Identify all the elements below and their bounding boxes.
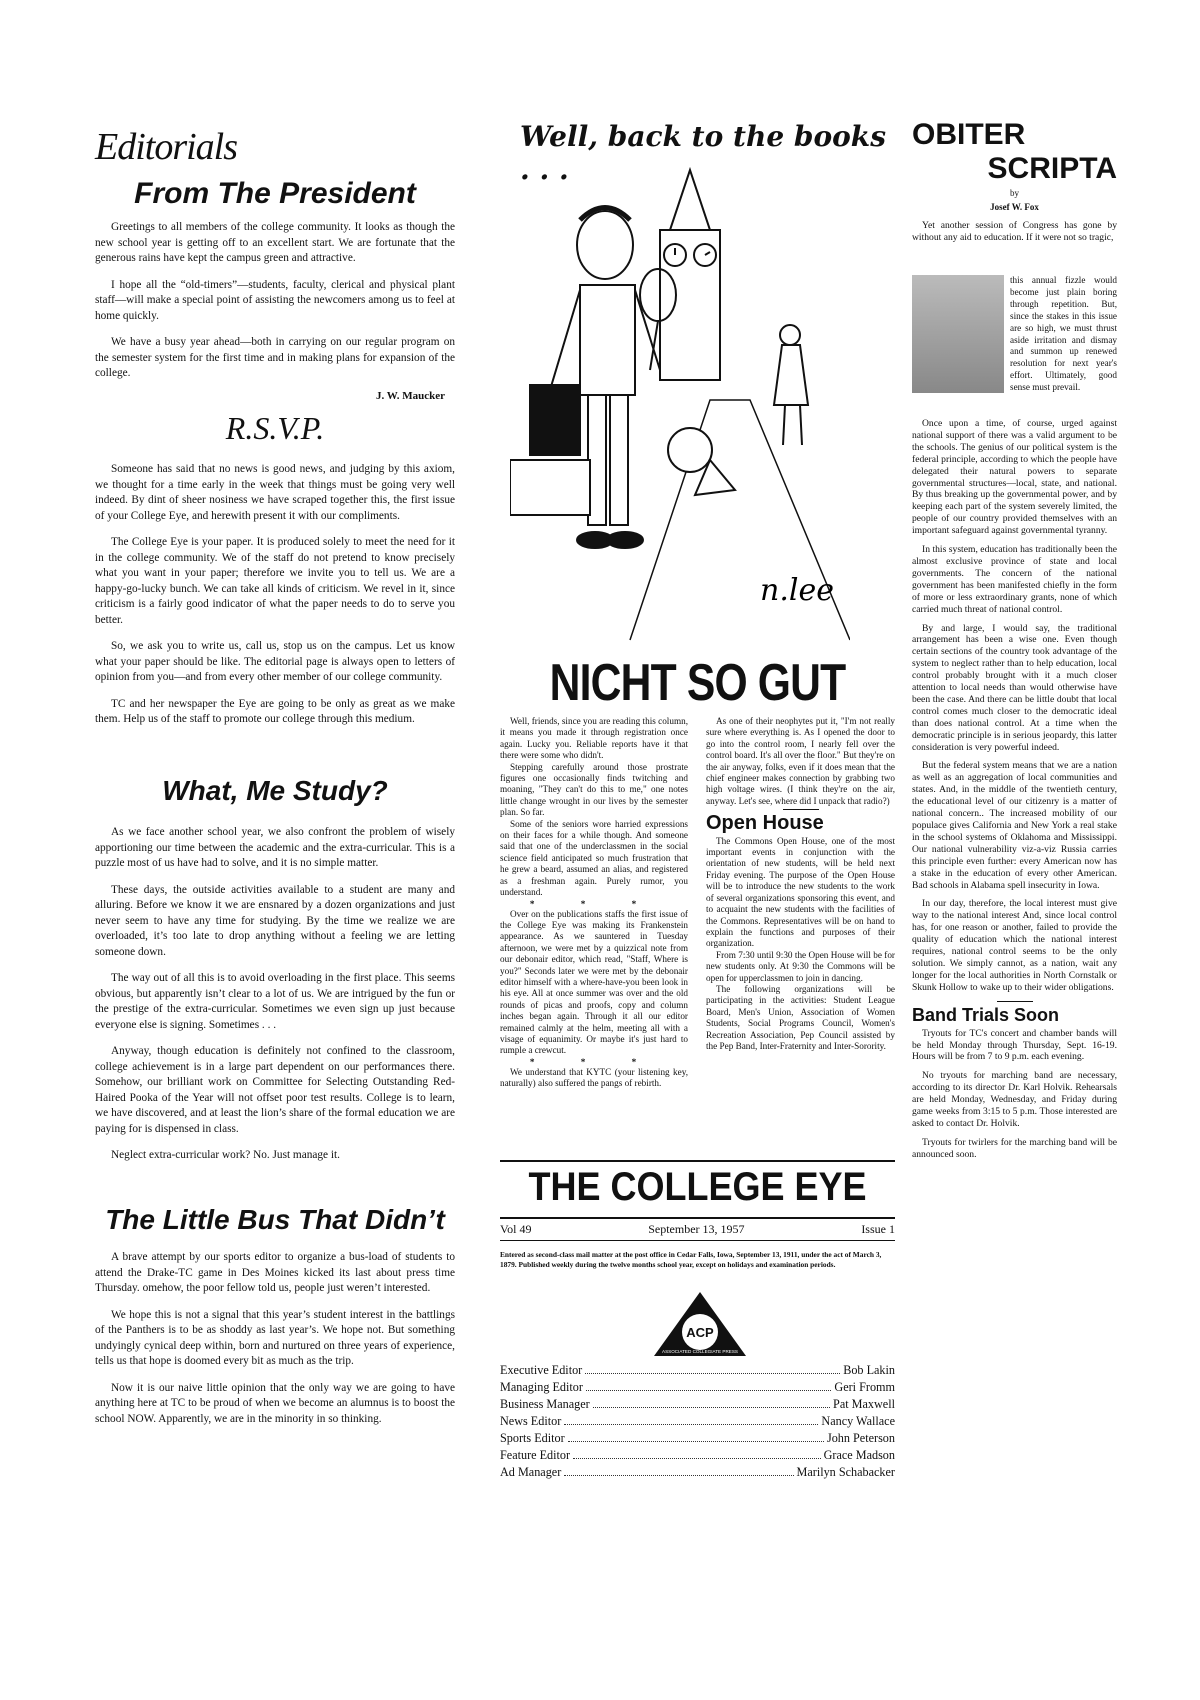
cartoon-caption: Well, back to the books . . . <box>520 120 886 186</box>
paragraph: A brave attempt by our sports editor to organize a bus-load of students to attend the Drake-TC game in Des Moines kicked its last about press time Thursday. omehow, the poor fellow told us, people just weren’t interested. <box>95 1251 455 1294</box>
paragraph: In our day, therefore, the local interest must give way to the national interest And, since local control has, for one reason or another, failed to provide the quality of education which the national interest requires, national control seems to be the only solution. We simply cannot, as a nation, wait any longer for the local authorities in North Cornstalk or Skunk Hollow to wake up to their wider obligations. <box>912 898 1117 993</box>
issue-number: Issue 1 <box>861 1222 895 1236</box>
section-label: Editorials <box>95 126 238 168</box>
president-body <box>95 220 455 404</box>
obiter-title: OBITER SCRIPTA <box>912 118 1117 185</box>
rsvp-body <box>95 462 455 739</box>
president-title: From The President <box>134 177 416 210</box>
staff-row: Sports Editor John Peterson <box>500 1431 895 1445</box>
paragraph: No tryouts for marching band are necessary, according to its director Dr. Karl Holvik. Rehearsals are held Monday, Wednesday, and Friday during game weeks from 3:15 to 5 p.m. Those interested are asked to contact Dr. Holvik. <box>912 1070 1117 1129</box>
paragraph: Someone has said that no news is good news, and judging by this axiom, we thought for a time early in the week that things must be going very well indeed. By dint of sheer nosiness we have scraped together this, the first issue of your College Eye, and herewith present it with our compliments. <box>95 463 455 522</box>
nicht-column-1 <box>500 716 688 1090</box>
paragraph: Now it is our naive little opinion that the only way we are going to have anything here at TC to be proud of when we become an alumnus is to boost the school NOW. Apparently, we are in the minority in so thinking. <box>95 1381 455 1425</box>
paragraph: Once upon a time, of course, urged against national support of there was a valid argument to be the schools. The genius of our political system is the federal principle, according to which the people have delegated their natural powers to separate governmental structures—local, state, and national. By thus breaking up the governmental power, and by keeping each part of the system severely limited, the people of our country provided themselves with an important safeguard against governmental tyranny. <box>912 418 1117 537</box>
president-signature: J. W. Maucker <box>375 389 445 402</box>
obiter-wrap-text <box>1010 275 1117 401</box>
paragraph: Well, friends, since you are reading this column, it means you made it through registration once again. Lucky you. Reliable reports have it that there were some who didn't. <box>500 716 688 761</box>
cartoon-signature: n.lee <box>760 573 834 608</box>
obiter-intro <box>912 220 1117 251</box>
staff-row: Business Manager Pat Maxwell <box>500 1397 895 1411</box>
acp-logo-ring: ASSOCIATED COLLEGIATE PRESS <box>662 1349 738 1354</box>
staff-row: News Editor Nancy Wallace <box>500 1414 895 1428</box>
paragraph: The following organizations will be participating in the activities: Student League Board, Men's Union, Association of Women Students, Social Programs Council, Women's Recreation Association, Pep Council assisted by the Pep Band, Inter-Fraternity and Inter-Sorority. <box>706 983 895 1051</box>
bus-title: The Little Bus That Didn’t <box>105 1204 445 1235</box>
paragraph: Over on the publications staffs the first issue of the College Eye was making its Frankenstein appearance. As we sauntered in Tuesday afternoon, we were met by a quizzical note from our debonair editor, which read, "Staff, Where is you?" Seconds later we were met by the debonair editor himself with a where-have-you been look in his eye. All at once summer was over and the old rounds of picas and proofs, copy and column inches began again. Through it all our editor remained calmly at the helm, meeting all with a visage of equanimity. Or maybe it's just hard to rumple a crewcut. <box>500 908 688 1056</box>
paragraph: As one of their neophytes put it, "I'm not really sure where everything is. As I opened the door to go into the control room, I nearly fell over the control board. It's all over the floor." But they're on the air anyway, folks, even if it does mean that the chief engineer makes connection by grabbing two high voltage wires. (I think they're on the air, anyway. Let's see, where did I unpack that radio?) <box>706 716 895 806</box>
study-title: What, Me Study? <box>162 775 388 806</box>
masthead-rule-bottom <box>500 1217 895 1219</box>
paragraph: The College Eye is your paper. It is produced solely to meet the need for it in the college community. We of the staff do not pretend to know precisely what you want in your paper; therefore we invite you to tell us. We are a happy-go-lucky bunch. We can take all kinds of criticism. We revel in it, since criticism is a fairly good indicator of what the paper needs to do to serve you better. <box>95 536 455 626</box>
paragraph: We understand that KYTC (your listening key, naturally) also suffered the pangs of rebirth. <box>500 1066 688 1089</box>
paragraph: Stepping carefully around those prostrate figures one occasionally finds twitching and moaning, "They can't do this to me," one notes little change wrought in our lives by the semester plan. So far. <box>500 761 688 818</box>
band-title: Band Trials Soon <box>912 1004 1060 1025</box>
separator-stars: * * * <box>529 898 659 909</box>
staff-row: Executive Editor Bob Lakin <box>500 1363 895 1377</box>
paragraph: From 7:30 until 9:30 the Open House will be for new students only. At 9:30 the Commons will be open for upperclassmen to join in dancing. <box>706 949 895 983</box>
divider <box>997 1001 1033 1002</box>
paragraph: The Commons Open House, one of the most important events in conjunction with the orientation of new students, will be held next Friday evening. The purpose of the Open House will be to introduce the new students to the work of several organizations sponsoring this event, and to acquaint the new students with the facilities of the Commons. Representatives will be on hand to explain the functions and purposes of their organization. <box>706 835 895 949</box>
acp-logo-label: ACP <box>686 1325 714 1340</box>
separator-stars: * * * <box>529 1056 659 1067</box>
mailing-notice: Entered as second-class mail matter at the post office in Cedar Falls, Iowa, September 13, 1911, under the act of March 3, 1879. Published weekly during the twelve months school year, except on holidays and examination periods. <box>500 1250 882 1269</box>
paragraph: TC and her newspaper the Eye are going to be only as great as we make them. Help us of the staff to promote our college through this medium. <box>95 697 455 725</box>
obiter-body <box>912 418 1117 1168</box>
volume-row <box>500 1222 895 1237</box>
bus-body <box>95 1250 455 1438</box>
paragraph: The way out of all this is to avoid overloading in the first place. This seems obvious, but apparently isn’t clear to a lot of us. We are intrigued by the fun or the prestige of the extra-curricular. Sometimes we even sign up just because everyone else is signing. Sometimes . . . <box>95 972 455 1031</box>
paragraph: Some of the seniors wore harried expressions on their faces for a while though. And someone said that one of the underclassmen in the social science field anticipated so much frustration that he grew a beard, assumed an alias, and registered as a freshman again. Purely rumor, you understand. <box>500 818 688 898</box>
staff-row: Managing Editor Geri Fromm <box>500 1380 895 1394</box>
paragraph: Yet another session of Congress has gone by without any aid to education. If it were not so tragic, <box>912 220 1117 243</box>
woman-figure-icon <box>774 325 808 445</box>
paragraph: These days, the outside activities available to a student are many and alluring. Before we know it we are ensnared by a dozen organizations and just never seem to have any time for studying. By the time we realize we are overloaded, it’s too late to drop anything without a feeling we are letting someone down. <box>95 883 455 958</box>
rsvp-title: R.S.V.P. <box>225 410 325 446</box>
study-body <box>95 825 455 1175</box>
staff-row: Ad Manager Marilyn Schabacker <box>500 1465 895 1479</box>
open-house-title: Open House <box>706 812 824 835</box>
volume-rule <box>500 1240 895 1241</box>
paragraph: As we face another school year, we also confront the problem of wisely apportioning our time between the academic and the extra-curricular. This is a puzzle most of us have had to solve, and it is no simple matter. <box>95 826 455 869</box>
acp-logo-icon <box>650 1288 750 1360</box>
paragraph: By and large, I would say, the traditional arrangement has been a wise one. Even though certain sections of the country took advantage of the system to neglect rather than to help education, local control probably brought with it a much closer attention to local needs than would otherwise have been the case. And there can be little doubt that local control comes much closer to the democratic ideal than does national control. At a time when the democratic principle is in serious jeopardy, this latter consideration is very powerful indeed. <box>912 622 1117 753</box>
paragraph: Neglect extra-curricular work? No. Just manage it. <box>111 1149 340 1161</box>
nicht-headline: NICHT SO GUT <box>549 654 846 712</box>
issue-date: September 13, 1957 <box>648 1222 745 1236</box>
paragraph: this annual fizzle would become just plain boring through repetition. But, since the stakes in this issue are so high, we must thrust aside irritation and dismay and summon up renewed resolution for next year's effort. Ultimately, good sense must prevail. <box>1010 275 1117 393</box>
paragraph: Tryouts for twirlers for the marching band will be announced soon. <box>912 1136 1117 1160</box>
paragraph: So, we ask you to write us, call us, stop us on the campus. Let us know what your paper should be like. The editorial page is always open to letters of opinion from you—and from every other member of our college community. <box>95 640 455 683</box>
paragraph: We hope this is not a signal that this year’s student interest in the battlings of the Panthers is to be as shoddy as last year’s. We hope not. But something undyingly cynical deep within, born and nurtured on three years of experience, tells us that hope is doomed every bit as much as the trip. <box>95 1308 455 1367</box>
paragraph: I hope all the “old-timers”—students, faculty, clerical and physical plant staff—will make a special point of assisting the newcomers among us to feel at home quickly. <box>95 278 455 322</box>
paragraph: We have a busy year ahead—both in carrying on our regular program on the semester system for the first time and in making plans for expansion of the college. <box>95 336 455 379</box>
staff-row: Feature Editor Grace Madson <box>500 1448 895 1462</box>
cartoon-illustration <box>510 160 850 650</box>
obiter-byline: by Josef W. Fox <box>990 188 1039 212</box>
staff-box <box>500 1362 895 1481</box>
paragraph: Tryouts for TC's concert and chamber bands will be held Monday through Thursday, Sept. 16-19. Hours will be from 7 to 9 p.m. each evening. <box>912 1027 1117 1063</box>
paragraph: Greetings to all members of the college community. It looks as though the new school year is getting off to an excellent start. We are fortunate that the generous rains have kept the campus green and attractive. <box>95 221 455 264</box>
author-photo <box>912 275 1004 393</box>
student-figure-icon <box>510 208 660 549</box>
football-helmet-icon <box>668 428 735 495</box>
paragraph: In this system, education has traditionally been the almost exclusive province of state and local governments. The concern of the national government has been manifested chiefly in the form of more or less extraordinary grants, none of which carried much threat of national control. <box>912 544 1117 615</box>
nicht-column-2 <box>706 716 895 1052</box>
masthead-rule-top <box>500 1160 895 1162</box>
paragraph: But the federal system means that we are a nation as well as an aggregation of local communities and states. And, in the middle of the twentieth century, the educational level of our citizenry is a matter of national concern.. The increased mobility of our populace gives California and New York a real stake in the school systems of Oklahoma and Mississippi. Our national vulnerability viz-a-viz Russia carries this principle even further: every American now has a stake in the education of every other American. Bad schools in Alabama spell insecurity in Iowa. <box>912 760 1117 891</box>
paragraph: Anyway, though education is definitely not confined to the classroom, college achievement is in a large part dependent on our performances there. Somehow, our brilliant work on Committee for Selecting Outstanding Red-Haired Pooka of the Year will not offset poor test results. College is to learn, we have discovered, and at least the lion’s share of the formal education we are paying for is dispensed in class. <box>95 1045 455 1135</box>
divider <box>783 809 819 810</box>
volume-number: Vol 49 <box>500 1222 532 1236</box>
masthead-title: THE COLLEGE EYE <box>528 1165 867 1209</box>
